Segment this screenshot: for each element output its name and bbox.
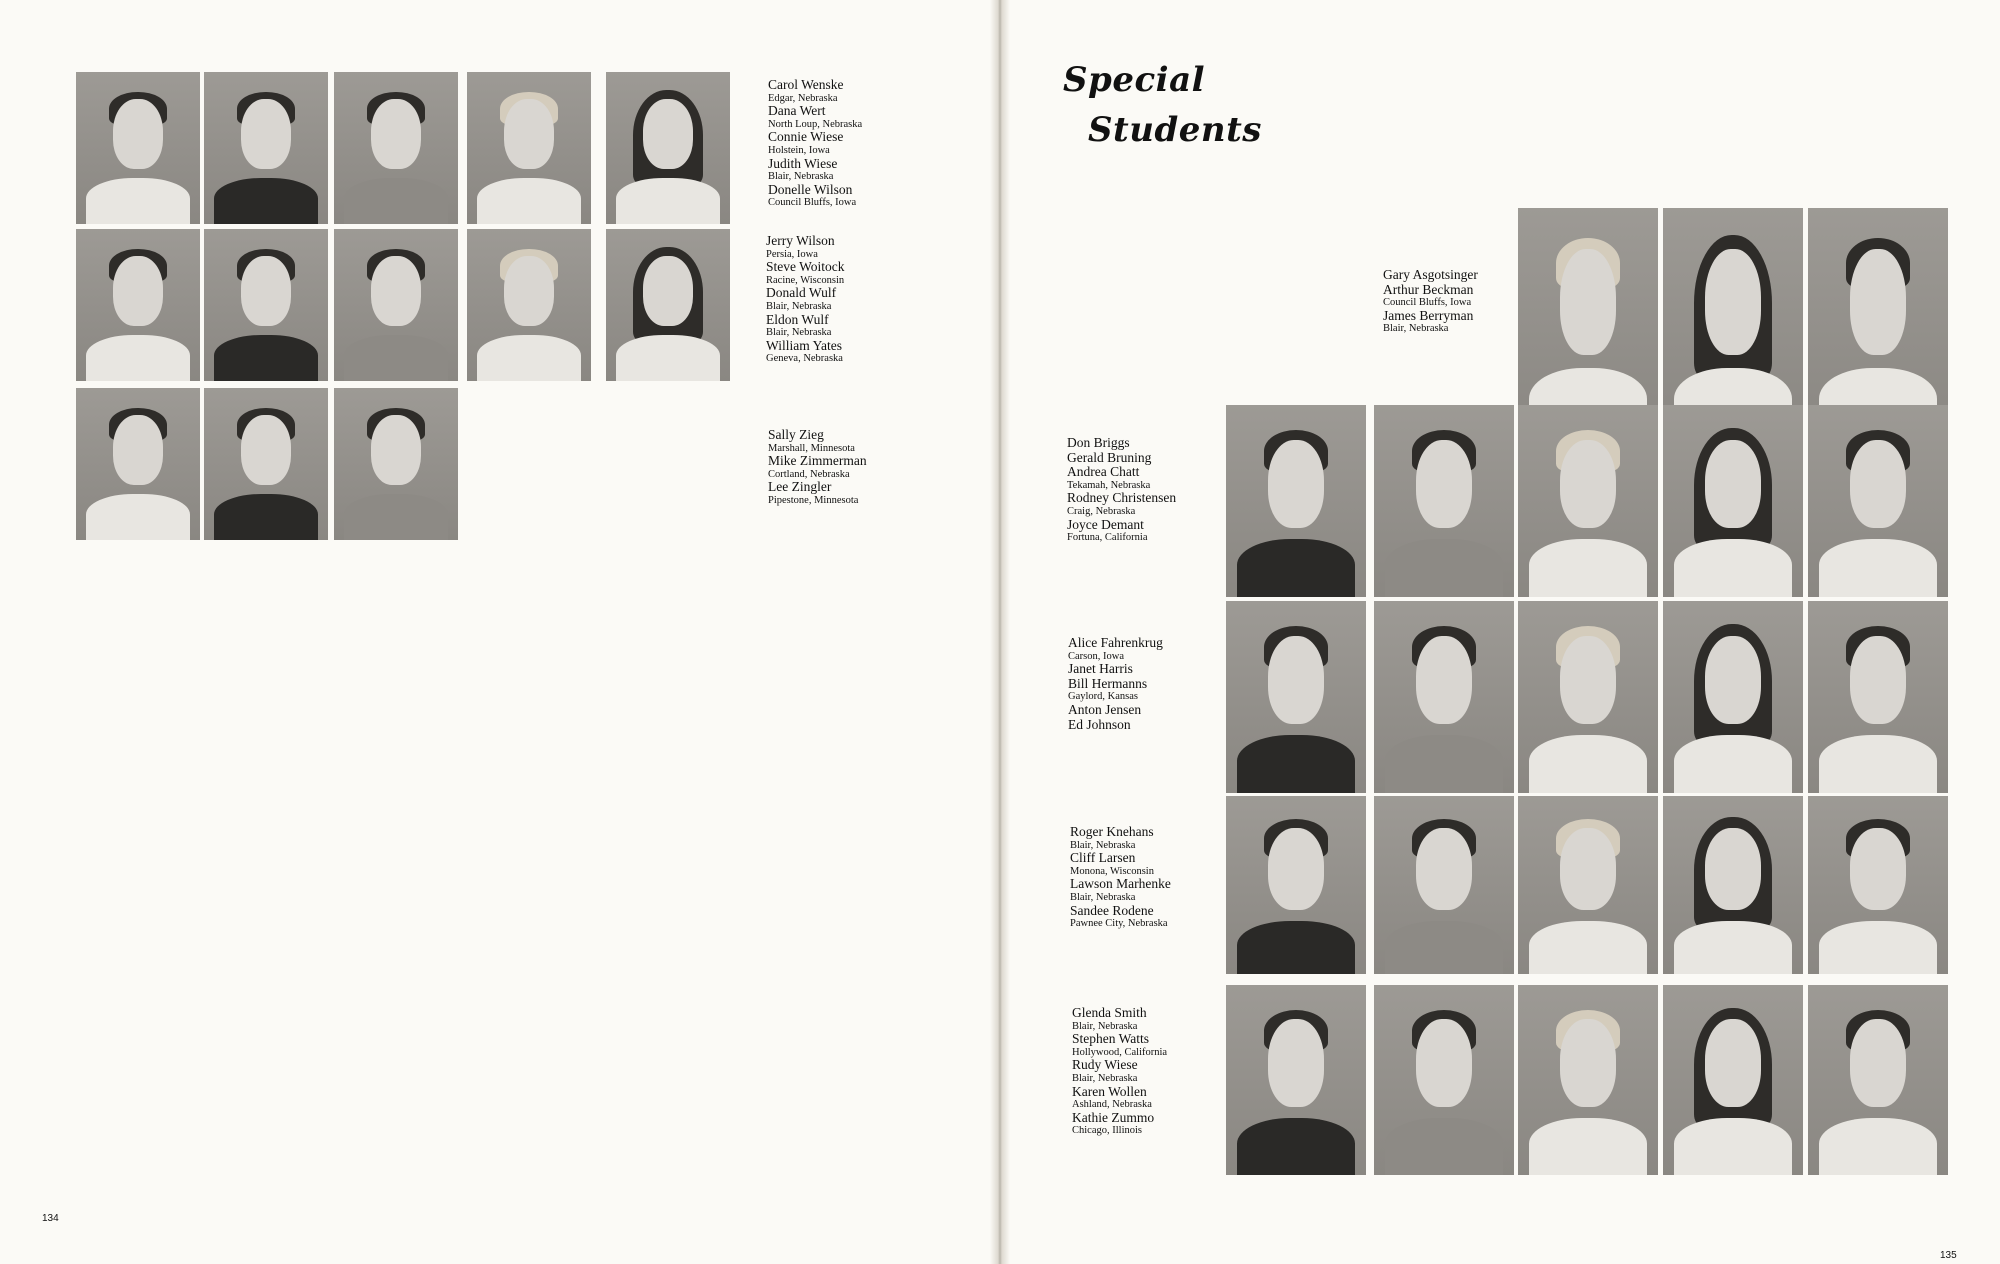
student-name: William Yates: [766, 337, 842, 353]
portrait-body: [214, 178, 318, 224]
student-name: Donelle Wilson: [768, 181, 853, 197]
student-name: Judith Wiese: [768, 155, 838, 171]
student-name: Arthur Beckman: [1383, 281, 1474, 297]
student-hometown: Blair, Nebraska: [1072, 1072, 1138, 1084]
portrait-body: [1237, 539, 1355, 597]
caption-name-list: [1067, 436, 1176, 544]
student-photo: [1663, 405, 1803, 597]
student-name: Carol Wenske: [768, 77, 844, 92]
student-hometown: Racine, Wisconsin: [766, 274, 845, 286]
portrait-head: [1705, 828, 1761, 910]
portrait-head: [1560, 249, 1616, 354]
student-photo: [1808, 796, 1948, 974]
student-hometown: Blair, Nebraska: [766, 327, 832, 339]
caption-name-list: [766, 234, 845, 365]
student-photo: [1663, 796, 1803, 974]
student-name: Don Briggs: [1067, 435, 1130, 450]
portrait-body: [1819, 921, 1937, 974]
portrait-body: [1819, 1118, 1937, 1175]
student-photo: [76, 229, 200, 381]
student-hometown: Blair, Nebraska: [1072, 1020, 1138, 1032]
portrait-head: [371, 99, 421, 169]
portrait-body: [616, 335, 720, 381]
student-name: Cliff Larsen: [1070, 850, 1136, 866]
student-name: Gerald Bruning: [1067, 449, 1152, 465]
student-name: Eldon Wulf: [766, 311, 829, 327]
portrait-body: [86, 335, 190, 381]
student-hometown: Persia, Iowa: [766, 248, 818, 260]
student-photo: [1226, 796, 1366, 974]
student-name: Gary Asgotsinger: [1383, 267, 1478, 282]
student-photo: [467, 229, 591, 381]
caption-name-list: [1070, 825, 1171, 930]
portrait-head: [643, 99, 693, 169]
portrait-head: [371, 256, 421, 326]
portrait-body: [616, 178, 720, 224]
portrait-body: [477, 335, 581, 381]
caption-name-list: [768, 78, 862, 209]
student-photo: [1226, 985, 1366, 1175]
student-name: Steve Woitock: [766, 259, 845, 275]
caption-name-list: [768, 428, 867, 507]
student-name: James Berryman: [1383, 307, 1474, 323]
portrait-head: [1850, 636, 1906, 724]
portrait-head: [1560, 828, 1616, 910]
student-photo: [1518, 985, 1658, 1175]
student-name: Joyce Demant: [1067, 516, 1144, 532]
student-hometown: Ashland, Nebraska: [1072, 1099, 1152, 1111]
student-name: Dana Wert: [768, 103, 826, 119]
portrait-body: [1674, 735, 1792, 793]
portrait-body: [344, 178, 448, 224]
student-name: Jerry Wilson: [766, 233, 835, 248]
portrait-head: [1560, 636, 1616, 724]
portrait-head: [504, 99, 554, 169]
student-hometown: Edgar, Nebraska: [768, 92, 838, 104]
portrait-body: [1674, 921, 1792, 974]
portrait-body: [344, 494, 448, 540]
portrait-head: [1268, 1019, 1324, 1106]
portrait-body: [1237, 921, 1355, 974]
portrait-head: [371, 415, 421, 485]
portrait-head: [1560, 1019, 1616, 1106]
student-hometown: Blair, Nebraska: [1070, 839, 1136, 851]
student-name: Sandee Rodene: [1070, 902, 1154, 918]
portrait-body: [214, 335, 318, 381]
student-hometown: Carson, Iowa: [1068, 650, 1124, 662]
portrait-body: [1674, 539, 1792, 597]
portrait-head: [1850, 1019, 1906, 1106]
student-photo: [334, 229, 458, 381]
student-name: Lawson Marhenke: [1070, 876, 1171, 892]
portrait-body: [1529, 539, 1647, 597]
student-hometown: Cortland, Nebraska: [768, 468, 850, 480]
student-photo: [606, 72, 730, 224]
page-number-left: 134: [42, 1213, 59, 1224]
student-photo: [204, 388, 328, 540]
student-photo: [1518, 796, 1658, 974]
portrait-head: [1705, 440, 1761, 528]
portrait-body: [477, 178, 581, 224]
student-photo: [204, 229, 328, 381]
section-title-line1: Special: [1063, 60, 1206, 100]
portrait-head: [241, 99, 291, 169]
portrait-head: [1268, 828, 1324, 910]
portrait-head: [1268, 636, 1324, 724]
portrait-body: [1385, 921, 1503, 974]
page-number-right: 135: [1940, 1250, 1957, 1261]
portrait-head: [113, 415, 163, 485]
portrait-body: [1819, 539, 1937, 597]
student-hometown: Geneva, Nebraska: [766, 353, 843, 365]
student-photo: [1808, 208, 1948, 437]
caption-name-list: [1072, 1006, 1167, 1137]
student-name: Lee Zingler: [768, 479, 832, 495]
student-hometown: Blair, Nebraska: [766, 300, 832, 312]
student-name: Sally Zieg: [768, 427, 824, 442]
portrait-body: [1819, 735, 1937, 793]
student-hometown: Blair, Nebraska: [1070, 891, 1136, 903]
student-hometown: Monona, Wisconsin: [1070, 865, 1154, 877]
student-hometown: Hollywood, California: [1072, 1046, 1168, 1058]
portrait-body: [1237, 1118, 1355, 1175]
caption-name-list: [1383, 268, 1478, 335]
student-hometown: Marshall, Minnesota: [768, 442, 855, 454]
student-photo: [1374, 405, 1514, 597]
portrait-head: [113, 256, 163, 326]
student-photo: [334, 72, 458, 224]
portrait-head: [1416, 636, 1472, 724]
student-name: Donald Wulf: [766, 285, 837, 301]
student-hometown: Gaylord, Kansas: [1068, 691, 1138, 703]
portrait-head: [1705, 249, 1761, 354]
portrait-body: [86, 494, 190, 540]
student-hometown: Holstein, Iowa: [768, 144, 830, 156]
student-name: Kathie Zummo: [1072, 1109, 1155, 1125]
student-name: Alice Fahrenkrug: [1068, 635, 1163, 650]
book-gutter: [990, 0, 1010, 1264]
student-name: Glenda Smith: [1072, 1005, 1147, 1020]
student-photo: [1226, 405, 1366, 597]
portrait-head: [1416, 828, 1472, 910]
student-photo: [1663, 208, 1803, 437]
student-name: Andrea Chatt: [1067, 464, 1140, 480]
student-hometown: Blair, Nebraska: [768, 171, 834, 183]
student-photo: [204, 72, 328, 224]
student-photo: [606, 229, 730, 381]
student-hometown: Pawnee City, Nebraska: [1070, 918, 1168, 930]
student-photo: [1808, 405, 1948, 597]
student-photo: [1663, 985, 1803, 1175]
caption-name-list: [1068, 636, 1163, 732]
student-photo: [334, 388, 458, 540]
student-photo: [1518, 405, 1658, 597]
student-name: Rudy Wiese: [1072, 1057, 1138, 1073]
portrait-body: [214, 494, 318, 540]
portrait-body: [1674, 1118, 1792, 1175]
student-hometown: Tekamah, Nebraska: [1067, 479, 1151, 491]
student-name: Karen Wollen: [1072, 1083, 1147, 1099]
student-photo: [1518, 208, 1658, 437]
student-hometown: Council Bluffs, Iowa: [1383, 297, 1472, 309]
portrait-head: [1850, 440, 1906, 528]
student-name: Rodney Christensen: [1067, 490, 1177, 506]
student-name: Connie Wiese: [768, 129, 844, 145]
student-hometown: North Loup, Nebraska: [768, 118, 863, 130]
student-photo: [1808, 985, 1948, 1175]
portrait-head: [1560, 440, 1616, 528]
student-name: Mike Zimmerman: [768, 453, 867, 469]
student-hometown: Fortuna, California: [1067, 532, 1148, 544]
section-title-line2: Students: [1088, 110, 1262, 150]
student-hometown: Blair, Nebraska: [1383, 323, 1449, 335]
portrait-body: [344, 335, 448, 381]
student-photo: [1663, 601, 1803, 793]
student-name: Janet Harris: [1068, 661, 1133, 677]
portrait-head: [1268, 440, 1324, 528]
portrait-body: [1385, 539, 1503, 597]
portrait-head: [241, 256, 291, 326]
student-hometown: Chicago, Illinois: [1072, 1125, 1142, 1137]
student-hometown: Council Bluffs, Iowa: [768, 197, 857, 209]
portrait-head: [241, 415, 291, 485]
portrait-body: [86, 178, 190, 224]
student-name: Bill Hermanns: [1068, 675, 1148, 691]
portrait-body: [1529, 735, 1647, 793]
portrait-head: [504, 256, 554, 326]
student-name: Ed Johnson: [1068, 716, 1131, 732]
student-photo: [1808, 601, 1948, 793]
portrait-body: [1385, 1118, 1503, 1175]
portrait-head: [1416, 440, 1472, 528]
portrait-body: [1529, 921, 1647, 974]
portrait-head: [1850, 249, 1906, 354]
portrait-body: [1529, 1118, 1647, 1175]
student-hometown: Craig, Nebraska: [1067, 505, 1136, 517]
student-photo: [1518, 601, 1658, 793]
portrait-head: [643, 256, 693, 326]
student-name: Anton Jensen: [1068, 701, 1142, 717]
student-name: Roger Knehans: [1070, 824, 1154, 839]
portrait-head: [1850, 828, 1906, 910]
student-name: Stephen Watts: [1072, 1031, 1150, 1047]
student-photo: [1374, 796, 1514, 974]
portrait-head: [1705, 1019, 1761, 1106]
student-photo: [467, 72, 591, 224]
student-photo: [76, 72, 200, 224]
student-photo: [76, 388, 200, 540]
portrait-head: [1705, 636, 1761, 724]
portrait-body: [1385, 735, 1503, 793]
portrait-head: [113, 99, 163, 169]
student-photo: [1226, 601, 1366, 793]
portrait-head: [1416, 1019, 1472, 1106]
student-hometown: Pipestone, Minnesota: [768, 494, 859, 506]
student-photo: [1374, 601, 1514, 793]
student-photo: [1374, 985, 1514, 1175]
portrait-body: [1237, 735, 1355, 793]
